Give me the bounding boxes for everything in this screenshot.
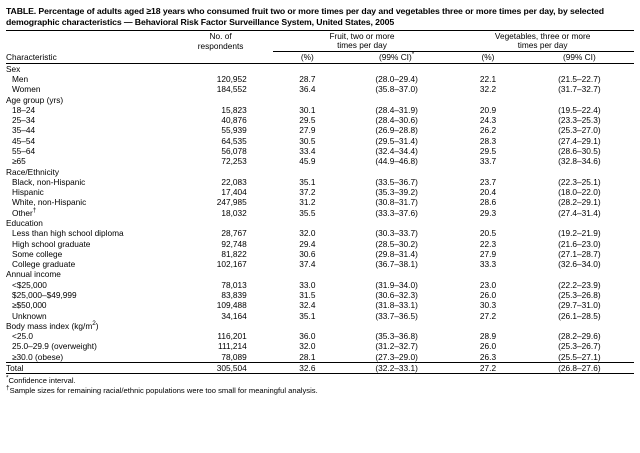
row-veg-pct: 23.0 — [479, 279, 497, 290]
row-veg-pct: 24.3 — [479, 115, 497, 126]
row-veg-pct: 29.5 — [479, 146, 497, 156]
table-row — [6, 115, 634, 125]
row-characteristic: 45–54 — [12, 135, 36, 146]
row-veg-pct: 28.9 — [479, 331, 497, 342]
row-fruit-ci: (28.0–29.4) — [375, 74, 418, 85]
footnote: †Sample sizes for remaining racial/ethnic populations were too small for meaningful analysis. — [6, 384, 318, 395]
row-characteristic: Unknown — [12, 310, 47, 321]
total-respondents: 305,504 — [182, 362, 272, 373]
section-label: Annual income — [6, 269, 61, 280]
row-fruit-ci: (35.3–39.2) — [375, 187, 418, 198]
table-section-row — [6, 269, 634, 279]
row-fruit-pct: 33.0 — [299, 279, 316, 290]
row-fruit-pct: 31.5 — [299, 289, 316, 300]
row-veg-ci: (21.6–23.0) — [558, 238, 601, 249]
row-fruit-ci: (44.9–46.8) — [375, 156, 418, 167]
row-fruit-pct: 31.2 — [299, 197, 316, 208]
total-veg-pct: 27.2 — [451, 362, 525, 373]
row-veg-pct: 28.3 — [479, 135, 497, 146]
row-respondents: 102,167 — [216, 259, 247, 270]
row-respondents: 111,214 — [217, 341, 247, 352]
row-fruit-ci: (33.3–37.6) — [375, 207, 418, 218]
row-respondents: 78,089 — [221, 351, 247, 362]
row-veg-ci: (19.5–22.4) — [558, 104, 601, 115]
row-fruit-ci: (33.5–36.7) — [375, 176, 418, 187]
row-characteristic: Black, non-Hispanic — [12, 176, 86, 187]
table-row — [6, 84, 634, 94]
row-respondents: 83,839 — [221, 289, 247, 300]
row-veg-pct: 33.7 — [479, 156, 497, 167]
table-row — [6, 105, 634, 115]
row-fruit-pct: 36.4 — [299, 84, 316, 95]
row-fruit-ci: (36.7–38.1) — [375, 259, 418, 270]
header-fruit-group-line1: Fruit, two or more — [273, 31, 452, 42]
section-label: Race/Ethnicity — [6, 166, 60, 177]
row-characteristic: <$25,000 — [12, 279, 47, 290]
table-row — [6, 341, 634, 351]
header-respondents: respondents — [197, 41, 244, 52]
row-characteristic: 35–44 — [12, 125, 36, 136]
row-characteristic: Some college — [12, 248, 63, 259]
row-veg-ci: (25.3–26.8) — [558, 289, 601, 300]
row-veg-pct: 26.3 — [479, 351, 497, 362]
row-respondents: 55,939 — [221, 125, 247, 136]
row-veg-pct: 22.3 — [479, 238, 497, 249]
table-row — [6, 300, 634, 310]
header-fruit-pct: (%) — [300, 51, 314, 62]
row-characteristic: 18–24 — [12, 104, 36, 115]
row-characteristic: 25.0–29.9 (overweight) — [12, 341, 97, 352]
statistics-table — [6, 30, 634, 375]
section-label: Body mass index $(kg/m^2)$ — [6, 320, 99, 331]
row-veg-ci: (18.0–22.0) — [558, 187, 601, 198]
row-fruit-pct: 30.5 — [299, 135, 316, 146]
row-fruit-pct: 32.4 — [299, 300, 316, 311]
row-respondents: 28,767 — [221, 228, 247, 239]
row-veg-pct: 20.9 — [479, 104, 497, 115]
table-row — [6, 187, 634, 197]
total-label: Total — [6, 362, 182, 373]
row-veg-ci: (28.6–30.5) — [558, 146, 601, 156]
row-veg-pct: 26.0 — [479, 289, 497, 300]
row-veg-pct: 30.3 — [479, 300, 497, 311]
header-fruit-ci: (99% CI)* — [379, 50, 415, 62]
row-veg-ci: (27.4–31.4) — [558, 207, 601, 218]
header-characteristic: Characteristic — [6, 31, 182, 62]
table-section-row — [6, 95, 634, 105]
header-fruit-group-line2: times per day — [273, 41, 452, 51]
row-characteristic: High school graduate — [12, 238, 91, 249]
table-row — [6, 208, 634, 218]
table-row — [6, 146, 634, 156]
row-fruit-pct: 27.9 — [299, 125, 316, 136]
section-label: Education — [6, 217, 43, 228]
row-characteristic: ≥$50,000 — [12, 300, 47, 311]
table-row — [6, 136, 634, 146]
row-fruit-pct: 37.4 — [299, 259, 316, 270]
row-respondents: 56,078 — [221, 146, 247, 156]
row-characteristic: College graduate — [12, 259, 76, 270]
row-veg-ci: (29.7–31.0) — [558, 300, 601, 311]
table-section-row — [6, 321, 634, 331]
header-veg-group-line1: Vegetables, three or more — [451, 31, 634, 42]
table-row — [6, 197, 634, 207]
row-respondents: 15,823 — [221, 104, 247, 115]
row-fruit-ci: (28.5–30.2) — [375, 238, 418, 249]
row-fruit-pct: 33.4 — [299, 146, 316, 156]
table-row — [6, 125, 634, 135]
table-section-row — [6, 167, 634, 177]
row-veg-ci: (27.1–28.7) — [558, 248, 601, 259]
row-veg-ci: (27.4–29.1) — [558, 135, 601, 146]
row-respondents: 78,013 — [221, 279, 247, 290]
row-characteristic: $25,000–$49,999 — [12, 289, 77, 300]
table-section-row — [6, 218, 634, 228]
row-respondents: 40,876 — [221, 115, 247, 126]
row-veg-pct: 23.7 — [479, 176, 497, 187]
row-fruit-ci: (30.8–31.7) — [375, 197, 418, 208]
row-characteristic: <25.0 — [12, 331, 33, 342]
row-fruit-ci: (29.8–31.4) — [375, 248, 418, 259]
row-respondents: 34,164 — [221, 310, 247, 321]
row-fruit-ci: (29.5–31.4) — [375, 135, 418, 146]
row-veg-ci: (22.3–25.1) — [558, 176, 601, 187]
row-respondents: 64,535 — [221, 135, 247, 146]
row-fruit-pct: 29.4 — [299, 238, 316, 249]
table-section-row — [6, 63, 634, 74]
row-characteristic: White, non-Hispanic — [12, 197, 87, 208]
row-veg-ci: (22.2–23.9) — [558, 279, 601, 290]
header-no-of: No. of — [182, 31, 272, 42]
row-fruit-ci: (32.4–34.4) — [375, 146, 418, 156]
row-respondents: 72,253 — [221, 156, 247, 167]
row-characteristic: Less than high school diploma — [12, 228, 124, 239]
row-fruit-pct: 28.1 — [299, 351, 316, 362]
table-caption: TABLE. Percentage of adults aged ≥18 years who consumed fruit two or more times per day and vegetables three or more times per day, by selected demographic characteristics — Behavioral Risk Factor Surveillance System, United States, 2005 — [6, 6, 604, 27]
row-fruit-ci: (28.4–31.9) — [375, 104, 418, 115]
table-row — [6, 239, 634, 249]
row-fruit-ci: (35.3–36.8) — [375, 331, 418, 342]
total-fruit-ci: (32.2–33.1) — [342, 362, 451, 373]
footnotes — [6, 376, 634, 396]
row-fruit-ci: (31.2–32.7) — [375, 341, 418, 352]
header-veg-pct: (%) — [481, 51, 495, 62]
row-fruit-ci: (31.8–33.1) — [375, 300, 418, 311]
table-row — [6, 249, 634, 259]
row-veg-ci: (25.3–27.0) — [558, 125, 601, 136]
row-veg-pct: 26.0 — [479, 341, 497, 352]
row-fruit-ci: (30.6–32.3) — [375, 289, 418, 300]
row-respondents: 109,488 — [216, 300, 247, 311]
row-fruit-pct: 32.0 — [299, 341, 316, 352]
row-characteristic: Women — [12, 84, 41, 95]
total-veg-ci: (26.8–27.6) — [525, 362, 634, 373]
row-characteristic: Other† — [12, 206, 37, 218]
row-respondents: 92,748 — [221, 238, 247, 249]
row-respondents: 184,552 — [216, 84, 247, 95]
row-fruit-ci: (35.8–37.0) — [375, 84, 418, 95]
table-row — [6, 259, 634, 269]
row-veg-pct: 28.6 — [479, 197, 497, 208]
row-characteristic: Hispanic — [12, 187, 44, 198]
row-veg-pct: 32.2 — [479, 84, 497, 95]
row-characteristic: ≥65 — [12, 156, 26, 167]
row-veg-pct: 29.3 — [479, 207, 497, 218]
row-veg-ci: (25.3–26.7) — [558, 341, 601, 352]
row-veg-pct: 22.1 — [479, 74, 497, 85]
row-fruit-pct: 28.7 — [299, 74, 316, 85]
table-row — [6, 156, 634, 166]
table-row — [6, 290, 634, 300]
row-characteristic: ≥30.0 (obese) — [12, 351, 64, 362]
section-label: Sex — [6, 63, 21, 74]
row-veg-ci: (26.1–28.5) — [558, 310, 601, 321]
row-fruit-pct: 35.5 — [299, 207, 316, 218]
footnote: *Confidence interval. — [6, 374, 76, 385]
table-row — [6, 74, 634, 84]
row-veg-pct: 33.3 — [479, 259, 497, 270]
table-row — [6, 280, 634, 290]
row-veg-pct: 20.4 — [479, 187, 497, 198]
header-veg-group-line2: times per day — [451, 41, 634, 51]
row-fruit-ci: (33.7–36.5) — [375, 310, 418, 321]
section-label: Age group (yrs) — [6, 94, 64, 105]
row-veg-ci: (32.6–34.0) — [558, 259, 601, 270]
row-veg-ci: (32.8–34.6) — [558, 156, 601, 167]
header-veg-ci: (99% CI) — [563, 51, 596, 62]
row-characteristic: Men — [12, 74, 29, 85]
table-row — [6, 352, 634, 363]
row-respondents: 17,404 — [221, 187, 247, 198]
row-respondents: 116,201 — [217, 331, 247, 342]
row-veg-ci: (21.5–22.7) — [558, 74, 601, 85]
row-fruit-pct: 32.0 — [299, 228, 316, 239]
row-fruit-ci: (27.3–29.0) — [375, 351, 418, 362]
row-respondents: 18,032 — [221, 207, 247, 218]
row-fruit-pct: 45.9 — [299, 156, 316, 167]
row-veg-pct: 26.2 — [479, 125, 497, 136]
row-fruit-ci: (28.4–30.6) — [375, 115, 418, 126]
row-fruit-pct: 37.2 — [299, 187, 316, 198]
row-fruit-pct: 36.0 — [299, 331, 316, 342]
total-fruit-pct: 32.6 — [273, 362, 342, 373]
row-veg-pct: 27.9 — [479, 248, 497, 259]
table-row — [6, 311, 634, 321]
row-respondents: 81,822 — [221, 248, 247, 259]
row-fruit-pct: 30.6 — [299, 248, 316, 259]
table-row — [6, 228, 634, 238]
row-respondents: 247,985 — [216, 197, 247, 208]
row-fruit-ci: (31.9–34.0) — [375, 279, 418, 290]
row-veg-ci: (19.2–21.9) — [558, 228, 601, 239]
table-row — [6, 331, 634, 341]
row-veg-ci: (28.2–29.6) — [558, 331, 601, 342]
row-characteristic: 55–64 — [12, 146, 36, 156]
row-fruit-ci: (26.9–28.8) — [375, 125, 418, 136]
row-respondents: 120,952 — [216, 74, 247, 85]
row-fruit-pct: 30.1 — [299, 104, 316, 115]
row-fruit-pct: 29.5 — [299, 115, 316, 126]
row-fruit-pct: 35.1 — [299, 176, 316, 187]
table-row — [6, 177, 634, 187]
row-respondents: 22,083 — [221, 176, 247, 187]
row-veg-pct: 27.2 — [479, 310, 497, 321]
row-veg-ci: (23.3–25.3) — [558, 115, 601, 126]
row-fruit-ci: (30.3–33.7) — [375, 228, 418, 239]
row-veg-ci: (31.7–32.7) — [558, 84, 601, 95]
table-bottom-rule — [6, 373, 634, 375]
row-veg-pct: 20.5 — [479, 228, 497, 239]
row-veg-ci: (28.2–29.1) — [558, 197, 601, 208]
header-fruit-ci-text: (99% CI) — [379, 51, 412, 62]
table-total-row — [6, 362, 634, 373]
row-veg-ci: (25.5–27.1) — [558, 351, 601, 362]
row-characteristic: 25–34 — [12, 115, 36, 126]
row-fruit-pct: 35.1 — [299, 310, 316, 321]
